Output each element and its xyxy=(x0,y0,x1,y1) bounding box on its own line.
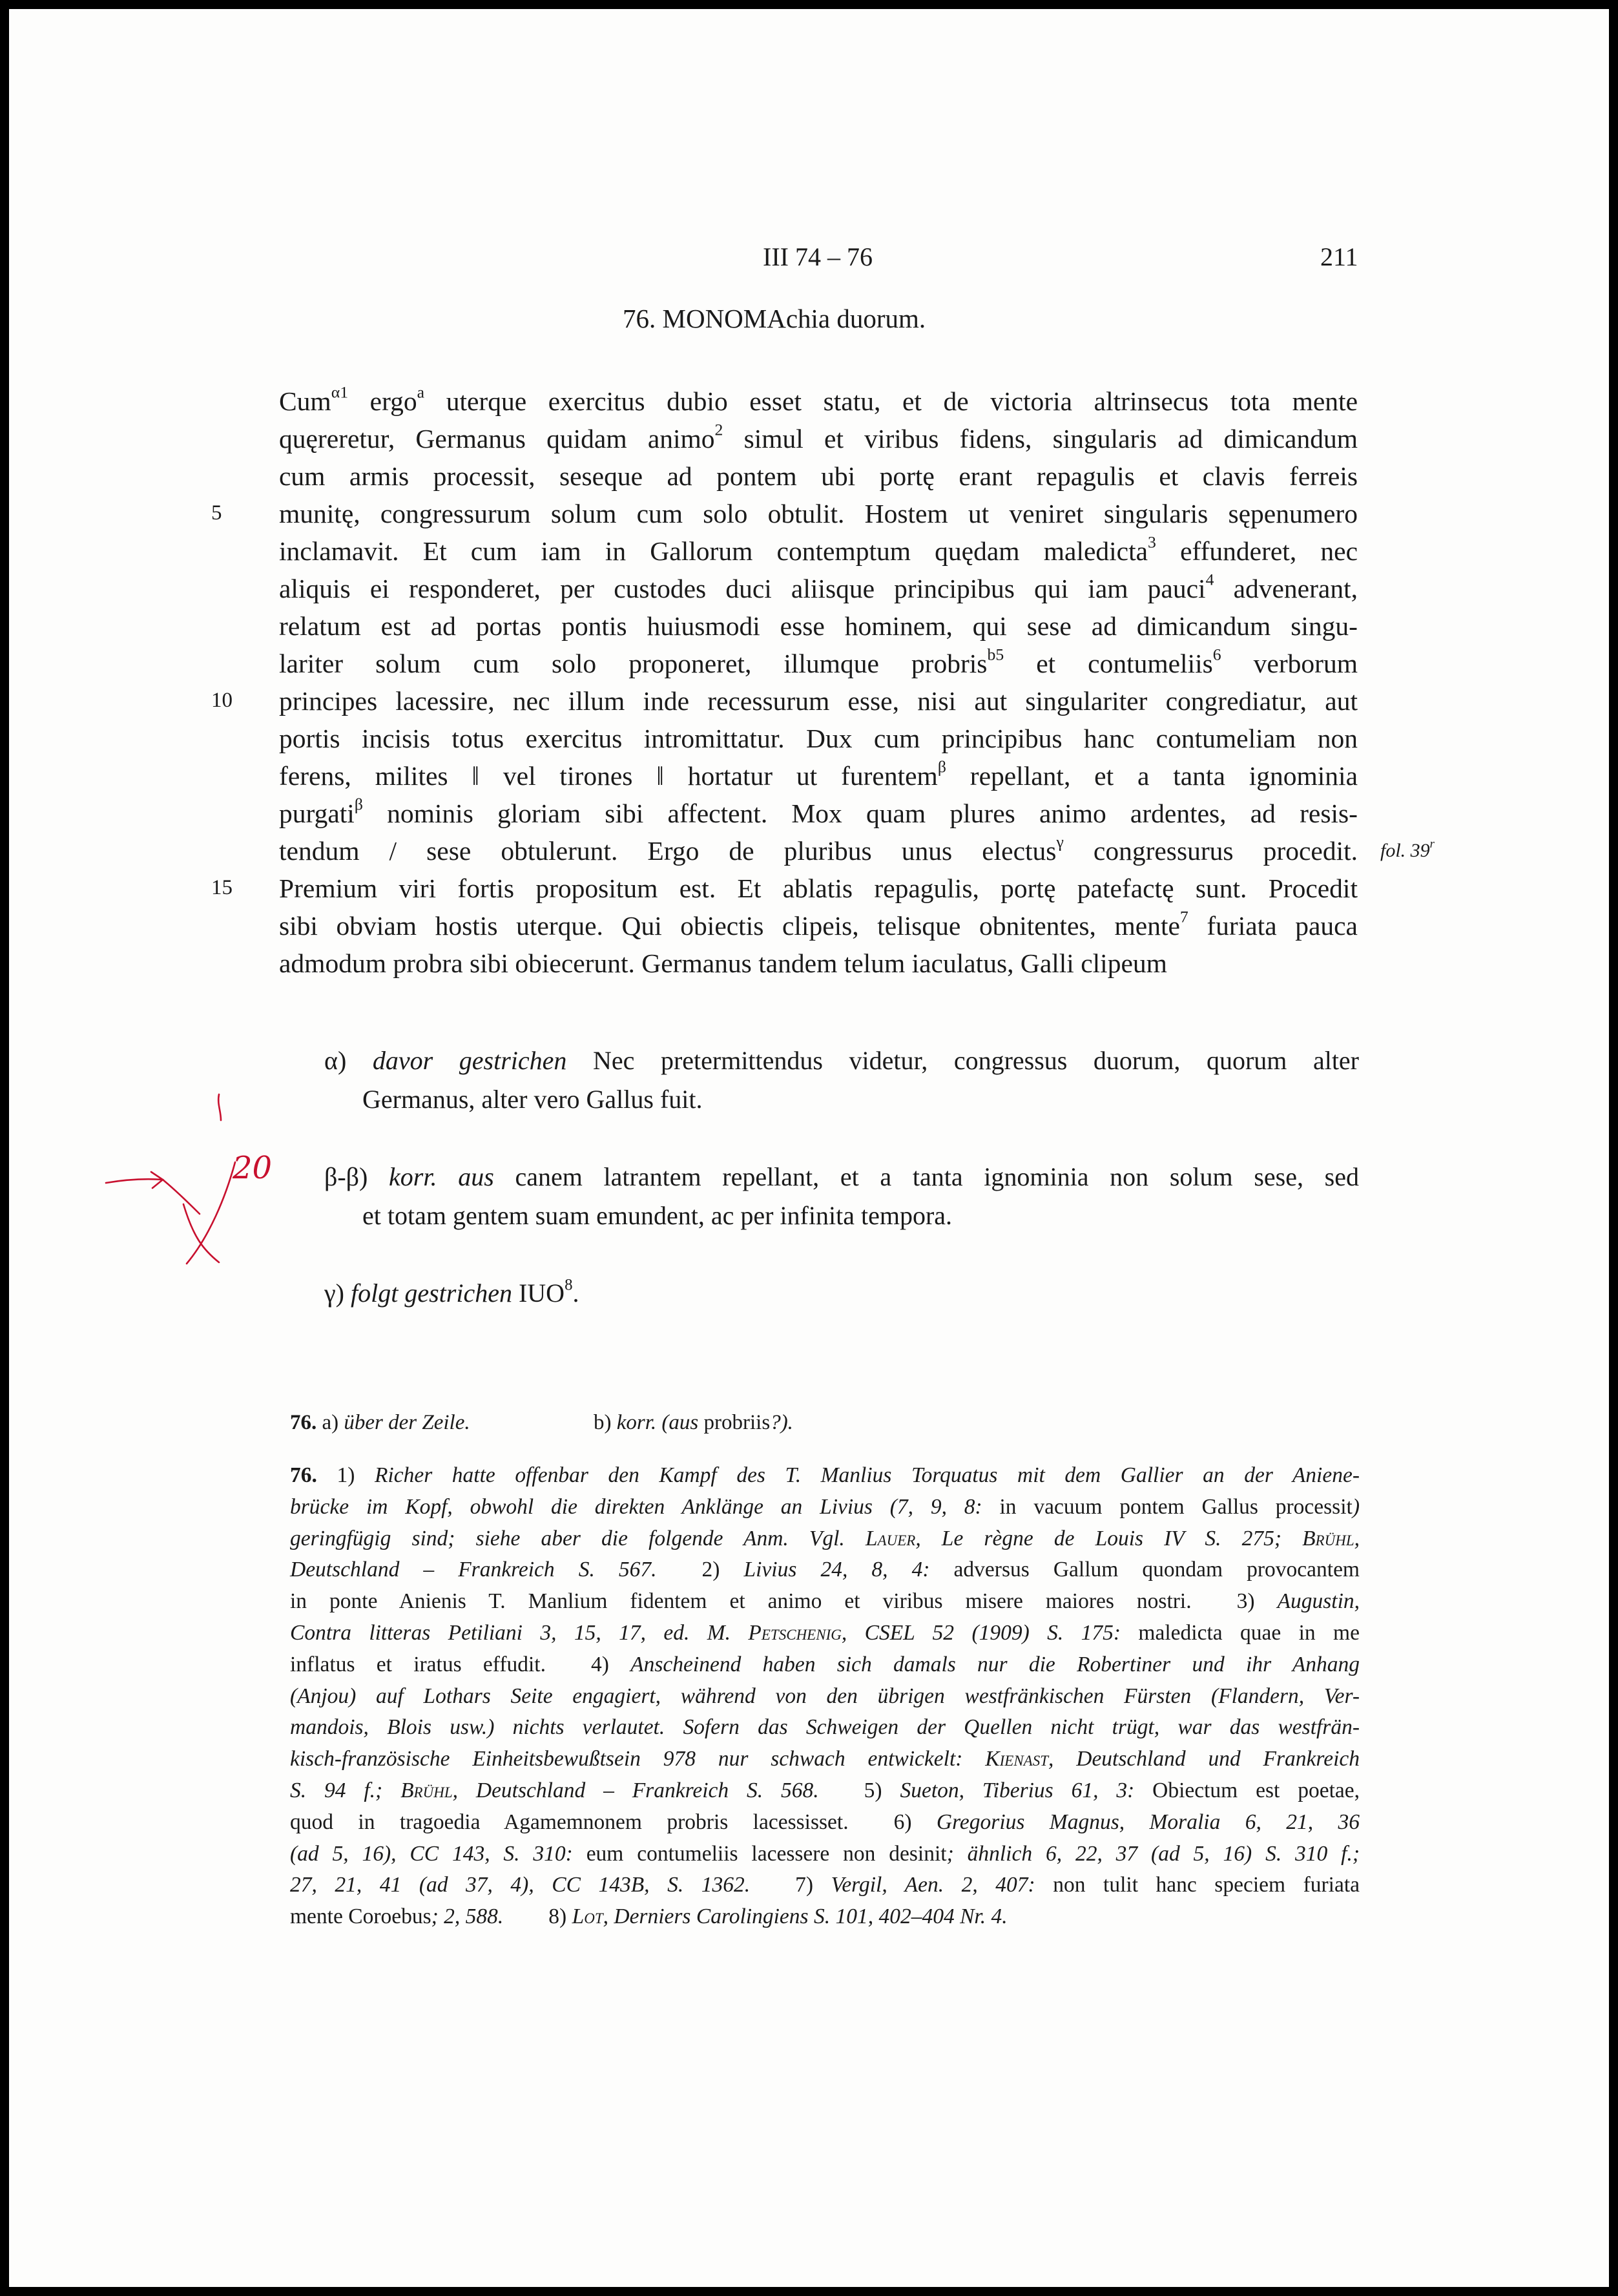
apparatus-entry-line: α) davor gestrichen Nec pretermittendus videtur, congressus duorum, quorum alter xyxy=(324,1046,1360,1075)
line-number: 15 xyxy=(211,876,233,899)
commentary-line: in ponte Anienis T. Manlium fidentem et animo et viribus misere maiores nostri. 3) Augustin, xyxy=(290,1589,1360,1614)
apparatus-entry xyxy=(324,1274,1359,1313)
commentary-line: (Anjou) auf Lothars Seite engagiert, während von den übrigen westfränkischen Fürsten (Flandern, Ver- xyxy=(290,1684,1360,1708)
main-text-line: sibi obviam hostis uterque. Qui obiectis clipeis, telisque obnitentes, mente$^7$ furiata pauca xyxy=(279,907,1358,941)
main-text-line: aliquis ei responderet, per custodes duci aliisque principibus qui iam pauci$^4$ advenerant, xyxy=(279,570,1358,603)
commentary-notes xyxy=(290,1460,1360,1933)
commentary-line: inflatus et iratus effudit. 4) Anscheinend haben sich damals nur die Robertiner und ihr Anhang xyxy=(290,1652,1360,1676)
commentary-line: brücke im Kopf, obwohl die direkten Anklänge an Livius (7, 9, 8: in vacuum pontem Gallus processit) xyxy=(290,1494,1360,1519)
main-text-line: inclamavit. Et cum iam in Gallorum contemptum quędam maledicta$^3$ effunderet, nec xyxy=(279,532,1358,566)
main-text-line: ferens, milites ‖ vel tirones ‖ hortatur ut furentem$^\beta$ repellant, et a tanta ignominia xyxy=(279,757,1358,791)
text-notes xyxy=(290,1411,793,1435)
commentary-line: geringfügig sind; siehe aber die folgende Anm. Vgl. Lauer, Le règne de Louis IV S. 275; Brühl, xyxy=(290,1526,1360,1550)
text-note-a: 76. a) über der Zeile. xyxy=(290,1411,470,1434)
page-number: 211 xyxy=(1320,242,1358,271)
handwritten-pencil-mark xyxy=(80,1081,274,1275)
line-number: 5 xyxy=(211,501,222,525)
main-text-line: portis incisis totus exercitus intromittatur. Dux cum principibus hanc contumeliam non xyxy=(279,724,1358,753)
commentary-line: mandois, Blois usw.) nichts verlautet. Sofern das Schweigen der Quellen nicht trügt, war das westfrän- xyxy=(290,1715,1360,1740)
commentary-line: Contra litteras Petiliani 3, 15, 17, ed. M. Petschenig, CSEL 52 (1909) S. 175: maledicta quae in me xyxy=(290,1620,1360,1645)
commentary-line: Deutschland – Frankreich S. 567. 2) Livius 24, 8, 4: adversus Gallum quondam provocantem xyxy=(290,1558,1360,1582)
apparatus-entry-continuation: Germanus, alter vero Gallus fuit. xyxy=(362,1085,703,1114)
main-text-line: cum armis processit, seseque ad pontem ubi portę erant repagulis et clavis ferreis xyxy=(279,461,1358,491)
main-text-line: lariter solum cum solo proponeret, illumque probris$^{b5}$ et contumeliis$^6$ verborum xyxy=(279,645,1358,678)
commentary-line: 76. 1) Richer hatte offenbar den Kampf des T. Manlius Torquatus mit dem Gallier an der Aniene- xyxy=(290,1463,1360,1487)
running-title: III 74 – 76 xyxy=(763,242,873,271)
apparatus-entry-continuation: et totam gentem suam emundent, ac per infinita tempora. xyxy=(362,1201,953,1230)
commentary-line: 27, 21, 41 (ad 37, 4), CC 143B, S. 1362. 7) Vergil, Aen. 2, 407: non tulit hanc speciem furiata xyxy=(290,1873,1360,1897)
commentary-line: S. 94 f.; Brühl, Deutschland – Frankreich S. 568. 5) Sueton, Tiberius 61, 3: Obiectum est poetae, xyxy=(290,1778,1360,1802)
apparatus-entry-line: γ) folgt gestrichen IUO$^8$. xyxy=(324,1276,579,1308)
main-text-line: munitę, congressurum solum cum solo obtulit. Hostem ut veniret singularis sępenumero xyxy=(279,499,1358,528)
main-text-line: quęreretur, Germanus quidam animo$^2$ simul et viribus fidens, singularis ad dimicandum xyxy=(279,420,1358,454)
chapter-title: 76. MONOMAchia duorum. xyxy=(623,304,926,333)
main-text-line: tendum / sese obtulerunt. Ergo de pluribus unus electus$^\gamma$ congressurus procedit. xyxy=(279,832,1358,866)
main-text-line: Cum$^{\alpha 1}$ ergo$^a$ uterque exercitus dubio esset statu, et de victoria altrinsecus tota mente xyxy=(279,382,1358,416)
apparatus-entry xyxy=(324,1158,1359,1235)
main-text-line: admodum probra sibi obiecerunt. Germanus tandem telum iaculatus, Galli clipeum xyxy=(279,948,1167,978)
main-text-line: relatum est ad portas pontis huiusmodi esse hominem, qui sese ad dimicandum singu- xyxy=(279,611,1358,641)
commentary-line: quod in tragoedia Agamemnonem probris lacessisset. 6) Gregorius Magnus, Moralia 6, 21, 36 xyxy=(290,1810,1360,1834)
commentary-line: mente Coroebus; 2, 588. 8) Lot, Derniers Carolingiens S. 101, 402–404 Nr. 4. xyxy=(290,1905,1008,1929)
commentary-line: kisch-französische Einheitsbewußtsein 978 nur schwach entwickelt: Kienast, Deutschland und Frankreich xyxy=(290,1747,1360,1771)
text-note-b: b) korr. (aus probriis?). xyxy=(594,1411,793,1434)
apparatus-entry-line: β-β) korr. aus canem latrantem repellant, et a tanta ignominia non solum sese, sed xyxy=(324,1162,1360,1191)
line-number: 10 xyxy=(211,689,233,712)
pencil-mark-number: 20 xyxy=(233,1150,273,1186)
commentary-line: (ad 5, 16), CC 143, S. 310: eum contumeliis lacessere non desinit; ähnlich 6, 22, 37 (ad 5, 16) S. 310 f.; xyxy=(290,1841,1360,1866)
main-text-line: principes lacessire, nec illum inde recessurum esse, nisi aut singulariter congrediatur, aut xyxy=(279,686,1358,716)
folio-marginal-note: fol. 39$^r$ xyxy=(1380,837,1435,861)
main-text-line: Premium viri fortis propositum est. Et ablatis repagulis, portę patefactę sunt. Procedit xyxy=(279,873,1358,903)
main-text-line: purgati$^\beta$ nominis gloriam sibi affectent. Mox quam plures animo ardentes, ad resis- xyxy=(279,795,1358,828)
apparatus-entry xyxy=(324,1041,1359,1119)
book-page xyxy=(9,9,1609,2287)
